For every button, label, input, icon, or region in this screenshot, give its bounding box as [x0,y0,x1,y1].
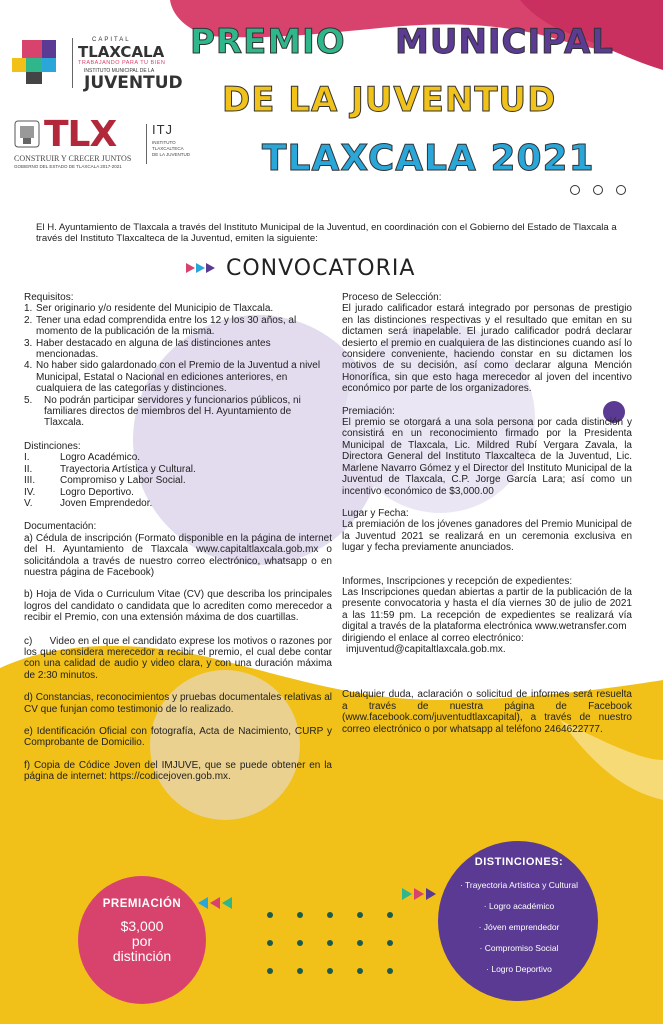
item-num: V. [24,497,33,509]
tlaxcala-label: TLAXCALA [78,43,165,61]
distinciones-badge [446,856,592,974]
state-seal-icon [14,120,40,150]
dot [267,968,273,974]
item-num: II. [24,463,33,475]
premiacion-badge-por: por [131,933,153,949]
distinciones-badge-item: · Trayectoria Artística y Cultural [459,880,579,890]
distinciones-badge-heading: DISTINCIONES: [474,856,564,868]
documentacion-heading: Documentación: [24,521,97,533]
list-item [24,395,332,429]
juventud-label: JUVENTUD [84,73,183,93]
title-tlaxcala: TLAXCALA 2021 [262,138,595,179]
title-premio: PREMIO [190,22,346,62]
proceso-heading: Proceso de Selección: [342,292,442,303]
distinciones-badge-item: · Logro Deportivo [486,964,552,974]
item-text: Trayectoria Artística y Cultural. [60,463,196,475]
lugar-heading: Lugar y Fecha: [342,507,409,519]
conv-arrow-1 [186,263,195,273]
item-text: No haber sido galardonado con el Premio de la Juventud a nivel Municipal, Estatal o Nacional en ediciones anteriores, en cualquiera de las categorías y distinciones. [36,360,321,395]
item-text: No podrán participar servidores y funcionarios públicos, ni familiares directos de miembros del H. Ayuntamiento de Tlaxcala. [44,394,301,429]
premiacion-badge-amount: $3,000 [120,918,164,934]
itj-label: ITJ [152,122,174,137]
dot [327,912,333,918]
tlx-label: TLX [44,114,117,155]
tlx-logo [14,114,204,174]
item-text: Joven Emprendedor. [60,497,153,509]
item-text: Haber destacado en alguna de las distinciones antes mencionadas. [36,337,271,361]
outline-circle-3 [617,186,626,195]
proceso-text: El jurado calificador estará integrado por personas de prestigio en las distinciones respectivas y el resultado que emitan en su dictamen será inapelable. El jurado calificador podrá declarar desierto el premio en cualquiera de las distinciones cuando así lo considere conveniente, haciendo constar en su dictamen los motivos de su decisión, así como declarar alguna Mención Honorífica, sin que esto haga merecedor al joven del incentivo económico por parte de los organizadores. [342,303,632,395]
instituto-label: INSTITUTO MUNICIPAL DE LA [84,68,155,74]
item-num: 1. [24,303,33,315]
conv-arrow-3 [206,263,215,273]
list-item [24,487,332,498]
gobierno-label: GOBIERNO DEL ESTADO DE TLAXCALA 2017-2021 [14,164,122,169]
informes-email[interactable]: imjuventud@capitaltlaxcala.gob.mx. [346,643,506,655]
item-num: I. [24,452,30,464]
requisitos-heading: Requisitos: [24,292,74,303]
list-item [24,464,332,475]
item-text: Ser originario y/o residente del Municipio de Tlaxcala. [36,303,274,315]
dot [267,940,273,946]
documentacion-b: b) Hoja de Vida o Curriculum Vitae (CV) que describa los principales logros del candidato o candidata que lo acrediten como merecedor a recibir el Premio, con una extensión máxima de dos cuartillas. [24,589,332,624]
distinciones-badge-item: · Jóven emprendedor [478,922,560,932]
dot [387,940,393,946]
conv-arrow-2 [196,263,205,273]
premiacion-badge-heading: PREMIACIÓN [102,898,182,910]
dot [327,968,333,974]
distinciones-badge-item: · Logro académico [483,901,555,911]
right-column [342,292,632,735]
outline-circle-2 [594,186,603,195]
left-column [24,292,335,783]
list-item [24,360,332,394]
intro-text: El H. Ayuntamiento de Tlaxcala a través del Instituto Municipal de la Juventud, en coordinación con el Gobierno del Estado de Tlaxcala a través del Instituto Tlaxcalteca de la Juventud, emiten la siguiente: [36,222,617,245]
premiacion-heading: Premiación: [342,405,395,417]
list-item [24,338,332,361]
item-num: 3. [24,337,33,349]
dot [297,940,303,946]
capital-label: CAPITAL [92,37,131,43]
dot [297,912,303,918]
item-text: Logro Académico. [60,452,141,464]
itj-line3: DE LA JUVENTUD [152,152,191,157]
convocatoria-heading: CONVOCATORIA [226,256,416,281]
distinciones-badge-item: · Compromiso Social [479,943,559,953]
item-num: 4. [24,360,33,372]
title-municipal: MUNICIPAL [395,22,614,62]
tagline: TRABAJANDO PARA TU BIEN [78,60,166,66]
premiacion-badge [84,898,200,964]
dot [387,968,393,974]
title-juventud: DE LA JUVENTUD [222,80,557,120]
informes-heading: Informes, Inscripciones y recepción de expedientes: [342,575,573,587]
dudas-text: Cualquier duda, aclaración o solicitud de informes será resuelta a través de nuestra página de Facebook (www.facebook.com/juventudtlaxcapital), a través de nuestro correo electrónico o por whatsapp al teléfono 2464622777. [342,689,632,735]
documentacion-d: d) Constancias, reconocimientos y pruebas documentales relativas al CV que funjan como testimonio de lo realizado. [24,692,332,715]
lugar-text: La premiación de los jóvenes ganadores del Premio Municipal de la Juventud 2021 se realizará en un ceremonia exclusiva en lugar y fecha previamente anunciados. [342,519,632,554]
item-text: Tener una edad comprendida entre los 12 y los 30 años, al momento de la publicación de la misma. [36,314,297,338]
documentacion-f: f) Copia de Códice Joven del IMJUVE, que se puede obtener en la página de internet: https://codicejoven.gob.mx. [24,759,332,783]
dot [357,940,363,946]
dot [267,912,273,918]
dot [357,968,363,974]
distinciones-heading: Distinciones: [24,440,81,452]
dot [387,912,393,918]
itj-line2: TLAXCALTECA [152,146,184,151]
documentacion-e: e) Identificación Oficial con fotografía, Acta de Nacimiento, CURP y Comprobante de Domicilio. [24,726,332,749]
documentacion-a: a) Cédula de inscripción (Formato disponible en la página de internet del H. Ayuntamiento de Tlaxcala www.capitaltlaxcala.gob.mx o solicitándola a través de nuestro correo electrónico, whatsapp o en nuestra página de Facebook) [24,532,332,578]
item-num: 2. [24,314,33,326]
item-num: III. [24,475,36,487]
list-item [24,315,332,338]
informes-enlace: dirigiendo el enlace al correo electrónico: [342,632,524,644]
outline-circle-1 [571,186,580,195]
list-item [24,303,332,314]
list-item [24,498,332,509]
documentacion-c: c) Video en el que el candidato exprese los motivos o razones por los que considera merecedor a recibir el premio, el cual debe contar con una calidad de audio y video clara, y con una duración máxima de 2:30 minutos. [24,635,335,681]
dot [357,912,363,918]
capital-logo [12,37,183,94]
premiacion-badge-distincion: distinción [112,948,172,964]
informes-text: Las Inscripciones quedan abiertas a partir de la publicación de la presente convocatoria y hasta el día viernes 30 de julio de 2021 a las 11:59 pm. La recepción de expedientes se realizará vía digital a través de la plataforma electrónica www.wetransfer.com [342,586,632,633]
capital-logo-mark-icon [12,40,66,86]
item-num: 5. [24,394,33,406]
distinciones-list [24,452,332,509]
list-item [24,475,332,486]
item-num: IV. [24,486,36,498]
itj-line1: INSTITUTO [152,140,176,145]
dot [327,940,333,946]
dot [297,968,303,974]
list-item [24,452,332,463]
item-text: Logro Deportivo. [60,486,134,498]
construir-label: CONSTRUIR Y CRECER JUNTOS [14,154,132,163]
premiacion-text: El premio se otorgará a una sola persona por cada distinción y consistirá en un reconocimiento firmado por la Presidenta Municipal de Tlaxcala, Lic. Mildred Rubí Vergara Zavala, la Directora General del Instituto Tlaxcalteca de la Juventud, Lic. Marlene Navarro Gómez y el Director del Instituto Municipal de la Juventud de Tlaxcala, C.P. Jorge García Lara; así como un incentivo económico de $3,000.00 [342,417,632,497]
requisitos-list [24,303,332,428]
item-text: Compromiso y Labor Social. [60,475,186,487]
